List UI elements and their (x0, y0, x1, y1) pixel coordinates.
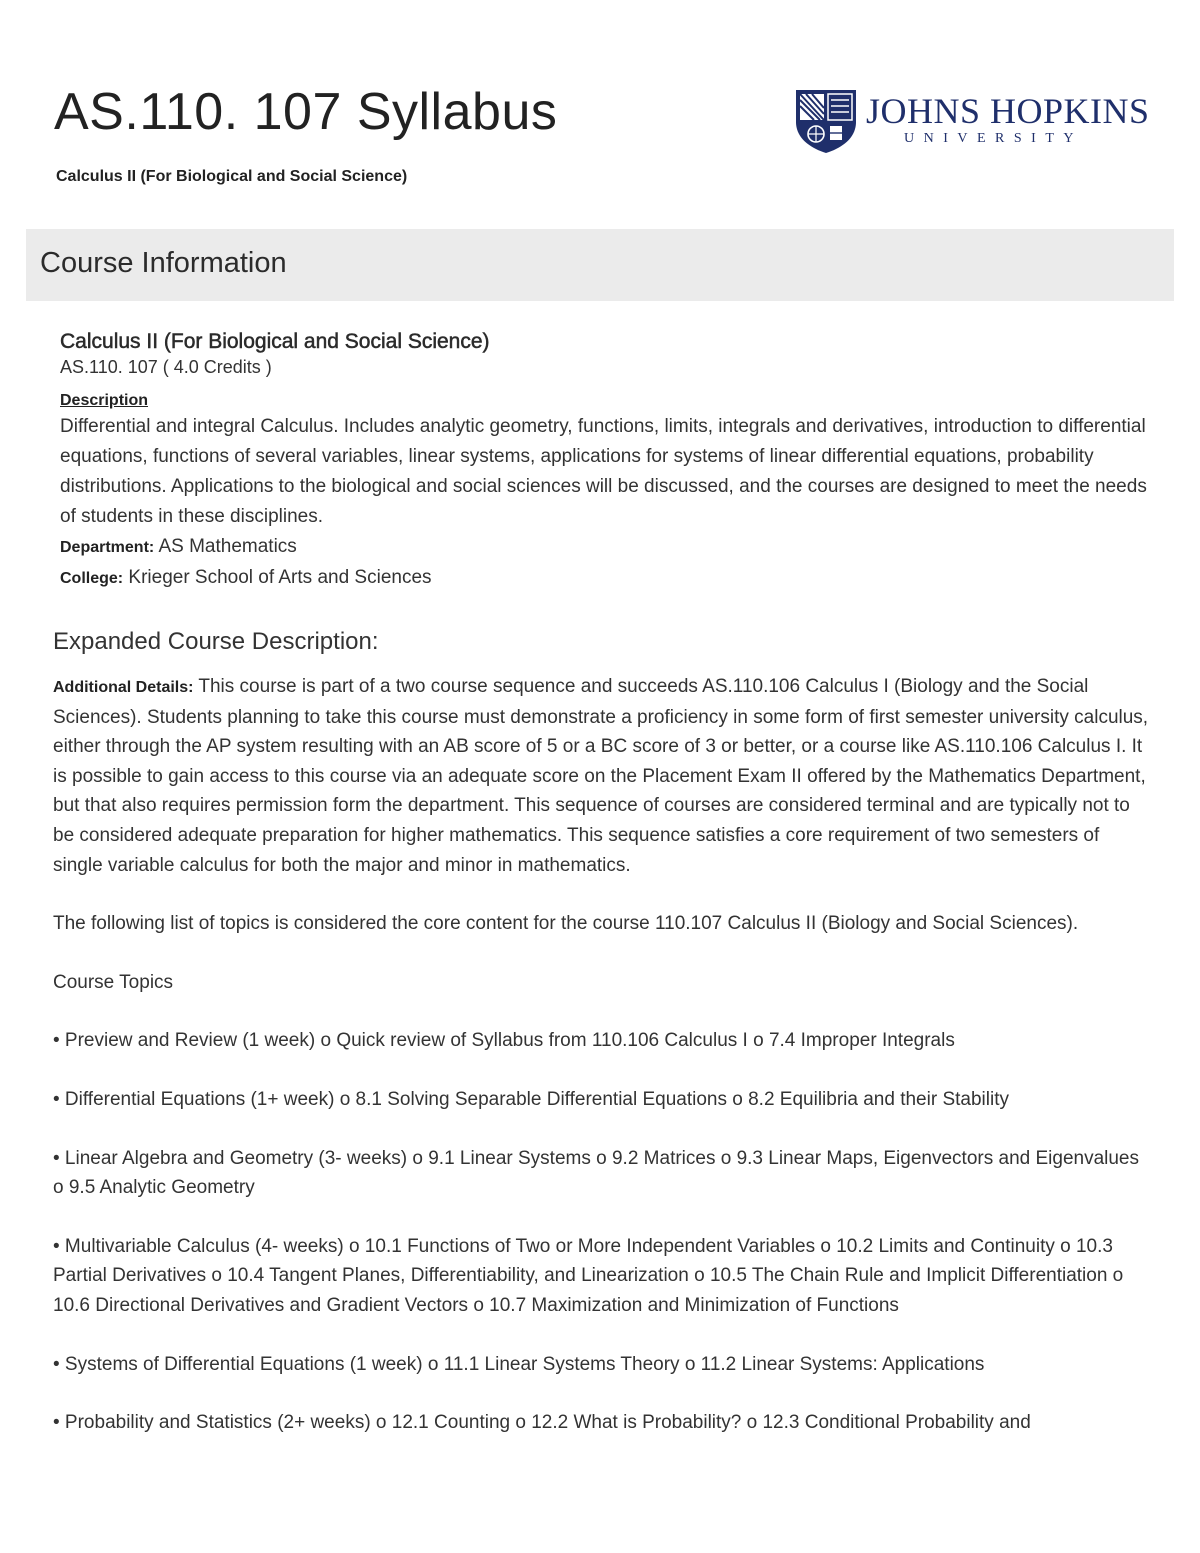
topic-item: • Differential Equations (1+ week) o 8.1 Solving Separable Differential Equations o 8.2 Equilibria and their Stability (53, 1088, 1009, 1110)
college-row (60, 563, 1160, 594)
additional-details-text: This course is part of a two course sequence and succeeds AS.110.106 Calculus I (Biology and the Social Sciences). Students planning to take this course must demonstrate a proficiency in some form of first semester university calculus, either through the AP system resulting with an AB score of 5 or a BC score of 3 or better, or a course like AS.110.106 Calculus I. It is possible to gain access to this course via an adequate score on the Placement Exam II offered by the Mathematics Department, but that also requires permission form the department. This sequence of courses are considered terminal and are typically not to be considered adequate preparation for higher mathematics. This sequence satisfies a core requirement of two semesters of single variable calculus for both the major and minor in mathematics. (53, 676, 1149, 876)
topic-item: • Multivariable Calculus (4- weeks) o 10.1 Functions of Two or More Independent Variables o 10.2 Limits and Continuity o 10.3 Partial Derivatives o 10.4 Tangent Planes, Differentiability, and Linearization o 10.5 The Chain Rule and Implicit Differentiation o 10.6 Directional Derivatives and Gradient Vectors o 10.7 Maximization and Minimization of Functions (53, 1235, 1124, 1316)
page-subtitle: Calculus II (For Biological and Social Science) (56, 168, 408, 185)
expanded-title: Expanded Course Description: (53, 628, 379, 655)
course-info-block (60, 330, 1160, 594)
course-description: Differential and integral Calculus. Includes analytic geometry, functions, limits, integrals and derivatives, introduction to differential equations, functions of several variables, linear systems, applications for systems of linear differential equations, probability distributions. Applications to the biological and social sciences will be discussed, and the courses are designed to meet the needs of students in these disciplines. (60, 416, 1147, 527)
logo-name: JOHNS HOPKINS (866, 91, 1150, 131)
course-code: AS.110. 107 ( 4.0 Credits ) (60, 357, 272, 377)
university-shield-icon (794, 86, 858, 154)
topic-item: • Preview and Review (1 week) o Quick review of Syllabus from 110.106 Calculus I o 7.4 Improper Integrals (53, 1030, 955, 1052)
additional-details (53, 672, 1153, 880)
page-header (0, 0, 1200, 210)
university-logo (794, 86, 1150, 156)
department-value: AS Mathematics (154, 536, 297, 557)
department-label: Department: (60, 539, 155, 556)
topic-item: • Linear Algebra and Geometry (3- weeks) o 9.1 Linear Systems o 9.2 Matrices o 9.3 Linear Maps, Eigenvectors and Eigenvalues o 9.5 Analytic Geometry (53, 1147, 1139, 1199)
course-topics-heading: Course Topics (53, 971, 174, 993)
description-label: Description (60, 392, 149, 409)
section-title: Course Information (40, 247, 287, 279)
expanded-description (53, 628, 1153, 1438)
department-row (60, 532, 1160, 563)
topic-item: • Systems of Differential Equations (1 week) o 11.1 Linear Systems Theory o 11.2 Linear Systems: Applications (53, 1353, 985, 1375)
college-label: College: (60, 570, 124, 587)
additional-details-label: Additional Details: (53, 679, 194, 696)
course-information-bar (26, 229, 1174, 301)
page-title: AS.110. 107 Syllabus (54, 83, 558, 141)
logo-subtitle: UNIVERSITY (904, 131, 1083, 146)
topic-item: • Probability and Statistics (2+ weeks) o 12.1 Counting o 12.2 What is Probability? o 12.3 Conditional Probability and (53, 1412, 1031, 1434)
college-value: Krieger School of Arts and Sciences (123, 567, 432, 588)
core-content-text: The following list of topics is considered the core content for the course 110.107 Calculus II (Biology and Social Sciences). (53, 913, 1079, 935)
course-name: Calculus II (For Biological and Social Science) (60, 330, 490, 353)
